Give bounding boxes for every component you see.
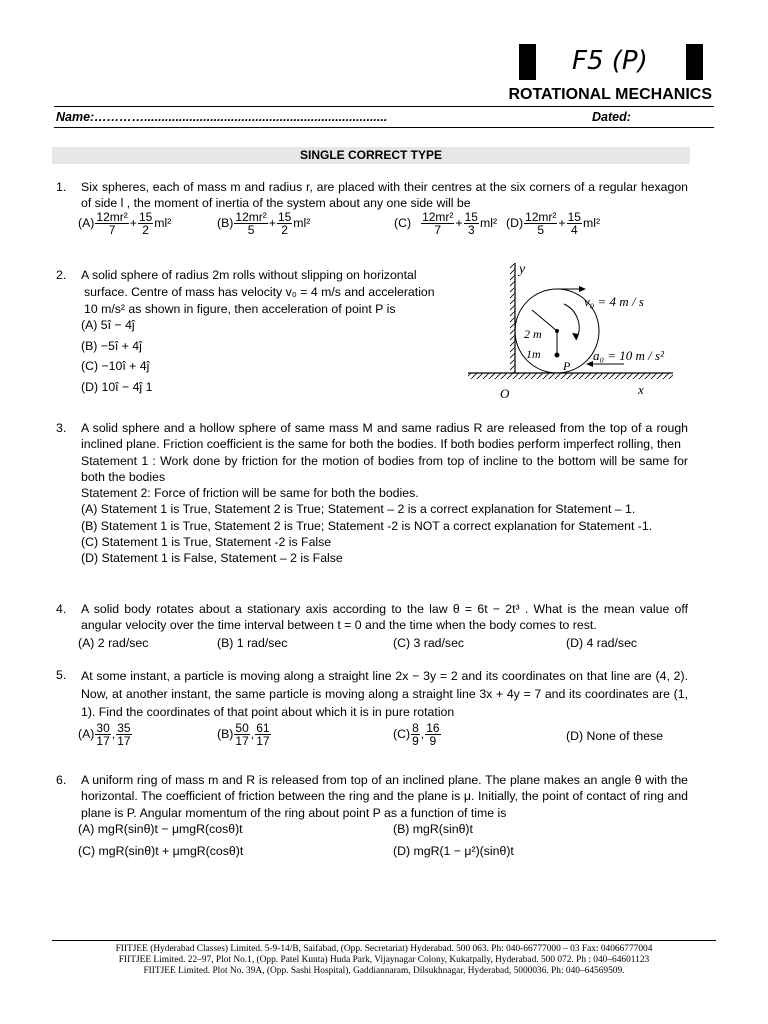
question-text: A uniform ring of mass m and R is released from top of an inclined plane. The plane makes an angle θ with the horizontal. The coefficient of friction between the ring and the plane is μ. Initially, the point of contact of ring and plane is P. Angular momentum of the ring about point P as a function of time is xyxy=(81,773,688,820)
question-number: 5. xyxy=(56,668,67,682)
q3-option-d[interactable]: (D) Statement 1 is False, Statement – 2 is False xyxy=(81,551,343,566)
q3-option-a[interactable]: (A) Statement 1 is True, Statement 2 is True; Statement – 2 is a correct explanation for Statement – 1. xyxy=(81,502,636,517)
question-number: 1. xyxy=(56,180,67,194)
footer-line-3: FIITJEE Limited. Plot No. 39A, (Opp. Sashi Hospital), Gaddiannaram, Dilsukhnagar, Hyderabad, 5000036. Ph: 040–64569509. xyxy=(143,966,625,977)
acceleration-arrowhead xyxy=(586,361,593,367)
question-text: A solid sphere and a hollow sphere of same mass M and same radius R are released from the top of a rough inclined plane. Friction coefficient is the same for both the bodies. If both bodies perform imperfect rolling, then xyxy=(81,421,688,452)
q3-option-b[interactable]: (B) Statement 1 is True, Statement 2 is True; Statement -2 is NOT a correct explanation for Statement -1. xyxy=(81,518,653,533)
q1-option-c[interactable]: (C) $\frac{\text{12mr²}}{7}$ + $\frac{15}{3}$ ml² xyxy=(394,210,498,237)
header-left-bar xyxy=(519,44,536,80)
dated-field-label: Dated: xyxy=(592,110,631,124)
question-number: 6. xyxy=(56,773,67,787)
velocity-label: v₀ = 4 m / s xyxy=(584,294,644,309)
q5-option-d[interactable]: (D) None of these xyxy=(566,729,664,743)
x-axis-label: x xyxy=(638,382,644,397)
q2-option-d[interactable]: (D) 10î − 4ĵ 1 xyxy=(81,380,153,394)
q2-rolling-sphere-figure xyxy=(460,258,700,400)
acceleration-label: a₀ = 10 m / s² xyxy=(593,348,664,363)
question-number: 3. xyxy=(56,421,67,435)
q3-option-c[interactable]: (C) Statement 1 is True, Statement -2 is False xyxy=(81,535,332,550)
radius-1m-label: 1m xyxy=(526,347,541,361)
header-rule-top xyxy=(54,106,714,107)
q2-option-c[interactable]: (C) −10î + 4ĵ xyxy=(81,359,150,373)
footer-rule xyxy=(52,940,716,941)
q2-option-a[interactable]: (A) 5î − 4ĵ xyxy=(81,318,135,332)
origin-label: O xyxy=(500,386,510,400)
header-rule-bottom xyxy=(54,127,714,128)
q5-option-a[interactable]: (A) $\frac{30}{17}$ , $\frac{35}{17}$ xyxy=(78,721,131,748)
q5-option-b[interactable]: (B) $\frac{50}{17}$ , $\frac{61}{17}$ xyxy=(217,721,270,748)
footer-line-1: FIITJEE (Hyderabad Classes) Limited. 5-9-14/B, Saifabad, (Opp. Secretariat) Hyderabad. 500 063. Ph: 040-66777000 – 03 Fax: 04066777004 xyxy=(115,944,653,954)
header-right-bar xyxy=(686,44,703,80)
velocity-arrowhead xyxy=(579,286,586,292)
q4-option-c[interactable]: (C) 3 rad/sec xyxy=(393,636,465,650)
question-2-line-1: A solid sphere of radius 2m rolls without slipping on horizontal xyxy=(81,268,417,282)
question-2-line-2: surface. Centre of mass has velocity v₀ = 4 m/s and acceleration xyxy=(84,285,435,299)
q4-option-d[interactable]: (D) 4 rad/sec xyxy=(566,636,638,650)
q6-option-d[interactable]: (D) mgR(1 − μ²)(sinθ)t xyxy=(393,844,514,858)
question-number: 4. xyxy=(56,602,67,616)
section-title: SINGLE CORRECT TYPE xyxy=(52,147,690,164)
radius-2m-label: 2 m xyxy=(524,327,542,341)
q4-option-b[interactable]: (B) 1 rad/sec xyxy=(217,636,288,650)
footer-addresses xyxy=(52,944,716,978)
name-field-label: Name:…………...................................................................... xyxy=(56,110,388,124)
question-4 xyxy=(56,601,688,634)
question-text: At some instant, a particle is moving along a straight line 2x − 3y = 2 and its coordinates on that line are (4, 2). Now, at another instant, the same particle is moving along a straight line 3x + 4y = 7 and its coordinates are (1, 1). Find the coordinates of that point about which it is in pure rotation xyxy=(81,669,688,719)
statement-2: Statement 2: Force of friction will be same for both the bodies. xyxy=(81,486,419,501)
ground-hatch xyxy=(468,373,673,379)
question-3 xyxy=(56,420,688,567)
statement-1: Statement 1 : Work done by friction for the motion of bodies from top of incline to the bottom will be same for both the bodies xyxy=(81,453,688,484)
point-p-label: P xyxy=(563,359,571,373)
y-axis-label: y xyxy=(519,262,526,277)
sheet-code: F5 (P) xyxy=(572,46,648,76)
point-p xyxy=(555,353,560,358)
q5-option-c[interactable]: (C) $\frac{8}{9}$ , $\frac{16}{9}$ xyxy=(393,721,440,748)
question-5 xyxy=(56,667,688,721)
wall-hatch xyxy=(510,263,515,373)
question-6 xyxy=(56,772,688,821)
question-text: Six spheres, each of mass m and radius r, are placed with their centres at the six corners of a regular hexagon of side l , the moment of inertia of the system about any one side will be xyxy=(81,180,688,211)
question-2-line-3: 10 m/s² as shown in figure, then acceleration of point P is xyxy=(84,302,396,316)
q1-option-d[interactable]: (D) $\frac{\text{12mr²}}{5}$ + $\frac{15}{4}$ ml² xyxy=(506,210,601,237)
q1-option-a[interactable]: (A) $\frac{\text{12mr²}}{7}$ + $\frac{15}{2}$ ml² xyxy=(78,210,172,237)
q6-option-c[interactable]: (C) mgR(sinθ)t + μmgR(cosθ)t xyxy=(78,844,244,858)
question-text: A solid body rotates about a stationary axis according to the law θ = 6t − 2t³ . What is the mean value off angular velocity over the time interval between t = 0 and the time when the body comes to rest. xyxy=(81,602,688,633)
footer-line-2: FIITJEE Limited. 22–97, Plot No.1, (Opp. Patel Kunta) Huda Park, Vijaynagar Colony, Kukatpally, Hyderabad. 500 072. Ph : 040–64601123 xyxy=(118,955,650,966)
q2-option-b[interactable]: (B) −5î + 4ĵ xyxy=(81,339,142,353)
q4-option-a[interactable]: (A) 2 rad/sec xyxy=(78,636,149,650)
question-2-number: 2. xyxy=(56,268,67,282)
q6-option-b[interactable]: (B) mgR(sinθ)t xyxy=(393,822,473,836)
subject-title: ROTATIONAL MECHANICS xyxy=(508,86,712,103)
q6-option-a[interactable]: (A) mgR(sinθ)t − μmgR(cosθ)t xyxy=(78,822,243,836)
q1-option-b[interactable]: (B) $\frac{\text{12mr²}}{5}$ + $\frac{15}{2}$ ml² xyxy=(217,210,311,237)
question-1 xyxy=(56,179,688,212)
